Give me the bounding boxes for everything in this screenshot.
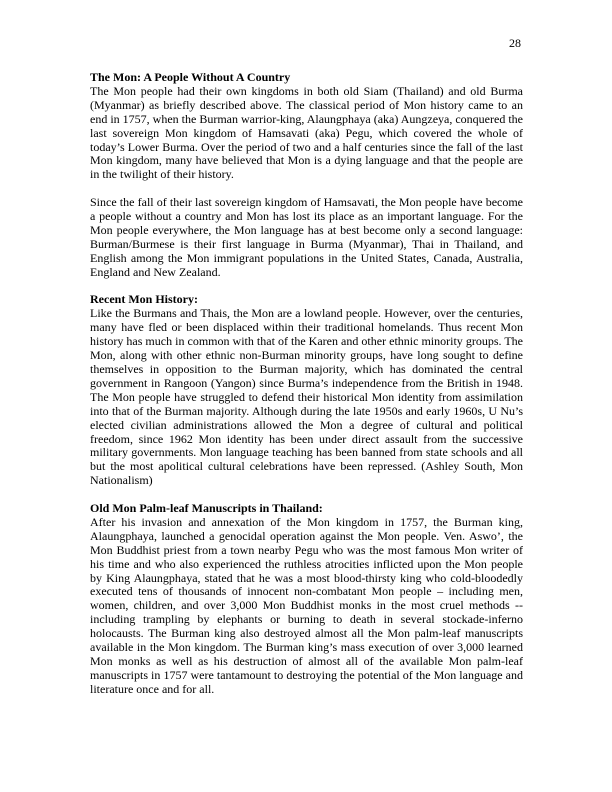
section-mon-people-without-country — [90, 71, 523, 280]
paragraph: The Mon people had their own kingdoms in both old Siam (Thailand) and old Burma (Myanmar) as briefly described above. The classical period of Mon history came to an end in 1757, when the Burman warrior-king, Alaungphaya (aka) Aungzeya, conquered the last sovereign Mon kingdom of Hamsavati (aka) Pegu, which covered the whole of today’s Lower Burma. Over the period of two and a half centuries since the fall of the last Mon kingdom, many have believed that Mon is a dying language and that the people are in the twilight of their history. — [90, 83, 523, 182]
section-palm-leaf-manuscripts — [90, 502, 523, 697]
section-heading: The Mon: A People Without A Country — [90, 70, 291, 84]
page-number: 28 — [509, 36, 521, 50]
section-heading: Recent Mon History: — [90, 292, 198, 307]
section-recent-mon-history — [90, 293, 523, 488]
paragraph: After his invasion and annexation of the Mon kingdom in 1757, the Burman king, Alaungphaya, launched a genocidal operation against the Mon people. Ven. Aswo’, the Mon Buddhist priest from a town nearby Pegu who was the most famous Mon writer of his time and who also experienced the ruthless atrocities inflicted upon the Mon people by King Alaungphaya, stated that he was a most blood-thirsty king who cold-bloodedly executed tens of thousands of innocent non-combatant Mon people – including men, women, children, and over 3,000 Mon Buddhist monks in the most cruel methods -- including trampling by elephants or burning to death in several stockade-inferno holocausts. The Burman king also destroyed almost all the Mon palm-leaf manuscripts available in the Mon kingdom. The Burman king’s mass execution of over 3,000 learned Mon monks as well as his destruction of almost all of the available Mon palm-leaf manuscripts in 1757 were tantamount to destroying the potential of the Mon language and literature once and for all. — [90, 514, 523, 696]
section-heading: Old Mon Palm-leaf Manuscripts in Thailand: — [90, 501, 323, 516]
paragraph: Like the Burmans and Thais, the Mon are a lowland people. However, over the centuries, many have fled or been displaced within their traditional homelands. Thus recent Mon history has much in common with that of the Karen and other ethnic minority groups. The Mon, along with other ethnic non-Burman minority groups, have long sought to define themselves in opposition to the Burman majority, which has dominated the central government in Rangoon (Yangon) since Burma’s independence from the British in 1948. The Mon people have struggled to defend their historical Mon identity from assimilation into that of the Burman majority. Although during the late 1950s and early 1960s, U Nu’s elected civilian administrations allowed the Mon a degree of cultural and political freedom, since 1962 Mon identity has been under direct assault from the successive military governments. Mon language teaching has been banned from state schools and all but the most apolitical cultural celebrations have been repressed. (Ashley South, Mon Nationalism) — [90, 306, 523, 488]
document-body — [90, 71, 523, 697]
paragraph: Since the fall of their last sovereign kingdom of Hamsavati, the Mon people have become a people without a country and Mon has lost its place as an important language. For the Mon people everywhere, the Mon language has at best become only a second language: Burman/Burmese is their first language in Burma (Myanmar), Thai in Thailand, and English among the Mon immigrant populations in the United States, Canada, Australia, England and New Zealand. — [90, 195, 523, 279]
